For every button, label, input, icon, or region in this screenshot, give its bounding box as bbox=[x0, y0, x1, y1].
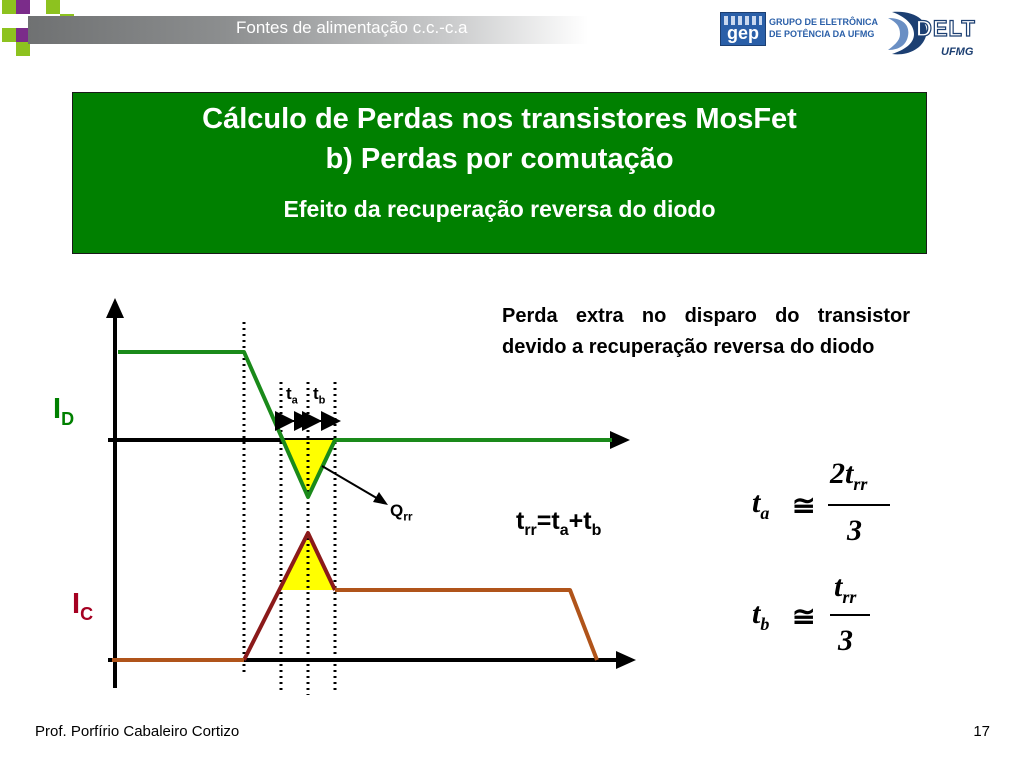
trr-sub: rr bbox=[524, 522, 537, 539]
id-label bbox=[53, 393, 74, 430]
slide-title: Cálculo de Perdas nos transistores MosFet bbox=[202, 103, 797, 135]
trr-plus: + bbox=[568, 507, 584, 535]
page-number: 17 bbox=[973, 723, 990, 740]
footer-author: Prof. Porfírio Cabaleiro Cortizo bbox=[35, 723, 240, 740]
trr-tb-sub: b bbox=[591, 522, 602, 539]
gep-caption-line1: GRUPO DE ELETRÔNICA bbox=[769, 17, 879, 27]
formula-tb-num-t: t bbox=[834, 570, 843, 603]
formula-ta-denominator: 3 bbox=[847, 514, 862, 547]
formula-ta-num-sub: rr bbox=[853, 474, 868, 494]
trr-tb: t bbox=[583, 507, 592, 535]
gep-logo-text: gep bbox=[726, 23, 759, 43]
formula-tb-lhs bbox=[752, 597, 769, 635]
qrr-label bbox=[390, 501, 413, 523]
slide-topic: Efeito da recuperação reversa do diodo bbox=[283, 196, 716, 222]
trr-equation bbox=[516, 507, 601, 540]
gep-caption-line2: DE POTÊNCIA DA UFMG bbox=[769, 29, 875, 39]
trr-t: t bbox=[516, 507, 525, 535]
qrr-label-main: Q bbox=[390, 501, 404, 520]
vertical-axis-arrow-icon bbox=[106, 298, 124, 318]
ic-axis-arrow-icon bbox=[616, 651, 636, 669]
trr-equals: = bbox=[536, 507, 552, 535]
ic-label-main: I bbox=[72, 588, 81, 620]
formula-tb-denominator: 3 bbox=[838, 624, 853, 657]
tb-label bbox=[313, 384, 325, 406]
ta-label bbox=[286, 384, 298, 406]
ic-label-sub: C bbox=[80, 603, 94, 624]
trr-ta: t bbox=[551, 507, 560, 535]
tb-label-main: t bbox=[313, 384, 319, 403]
formula-tb-lhs-t: t bbox=[752, 597, 761, 630]
formula-ta-lhs bbox=[752, 486, 769, 524]
ic-waveform-plateau bbox=[335, 590, 597, 660]
ufmg-text: UFMG bbox=[941, 46, 974, 58]
formula-tb bbox=[752, 568, 902, 668]
ta-label-main: t bbox=[286, 384, 292, 403]
tb-label-sub: b bbox=[318, 394, 326, 407]
id-label-sub: D bbox=[61, 408, 75, 429]
formula-ta-lhs-t: t bbox=[752, 486, 761, 519]
formula-tb-num-sub: rr bbox=[842, 587, 857, 607]
formula-ta-num-t: t bbox=[845, 457, 854, 490]
ic-waveform-rise bbox=[244, 533, 335, 660]
description-text: Perda extra no disparo do transistor devido a recuperação reversa do diodo bbox=[502, 305, 910, 358]
formula-ta-lhs-sub: a bbox=[760, 503, 770, 523]
ic-label bbox=[72, 588, 93, 625]
id-waveform bbox=[118, 352, 612, 497]
trr-ta-sub: a bbox=[559, 522, 569, 539]
delt-logo-text: DELT bbox=[916, 16, 976, 41]
ta-label-sub: a bbox=[291, 394, 298, 407]
formula-tb-numerator bbox=[834, 570, 856, 608]
formula-ta-approx: ≅ bbox=[792, 489, 816, 522]
qrr-pointer-arrowhead-icon bbox=[373, 492, 388, 505]
header-title: Fontes de alimentação c.c.-c.a bbox=[236, 18, 468, 37]
formula-ta-num-coef: 2 bbox=[830, 457, 845, 490]
qrr-label-sub: rr bbox=[403, 509, 413, 524]
formula-ta bbox=[752, 455, 902, 555]
qrr-pointer-arrow-icon bbox=[322, 466, 380, 500]
id-axis-arrow-icon bbox=[610, 431, 630, 449]
formula-ta-numerator bbox=[830, 457, 867, 495]
slide-subtitle: b) Perdas por comutação bbox=[325, 143, 674, 175]
formula-tb-lhs-sub: b bbox=[760, 614, 770, 634]
formula-tb-fraction-bar bbox=[830, 614, 870, 616]
id-label-main: I bbox=[53, 393, 62, 425]
formula-ta-fraction-bar bbox=[828, 504, 890, 506]
formula-tb-approx: ≅ bbox=[792, 600, 816, 633]
